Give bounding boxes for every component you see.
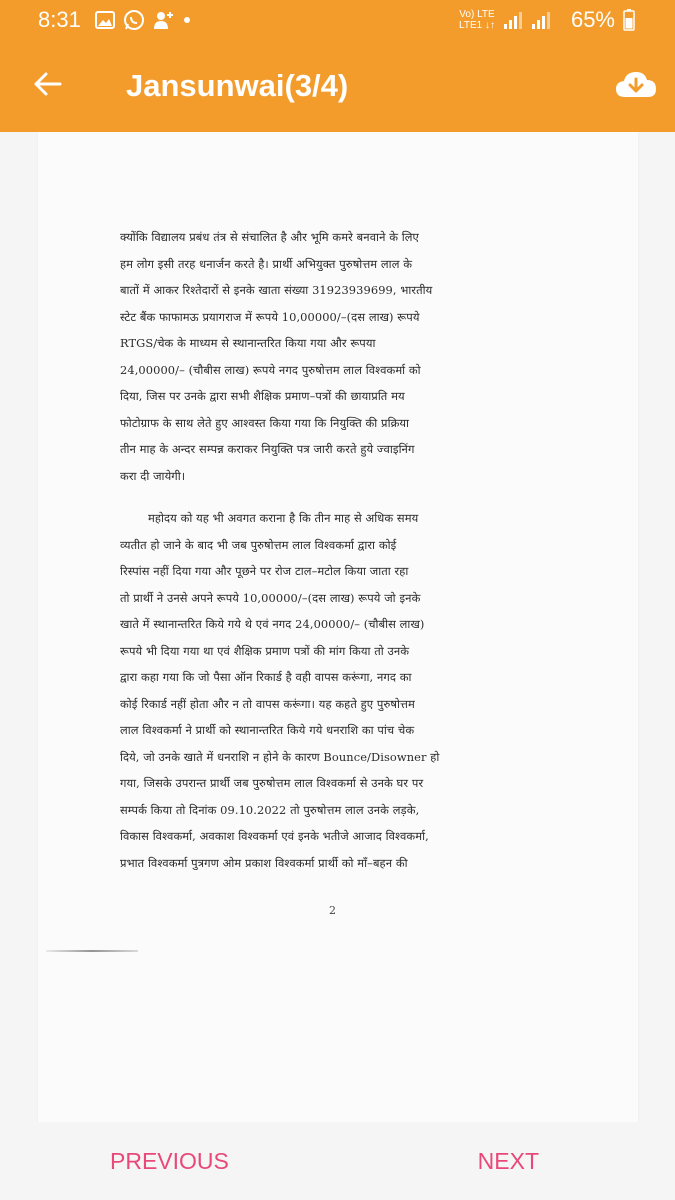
- previous-button[interactable]: PREVIOUS: [110, 1147, 229, 1174]
- whatsapp-icon: [123, 9, 145, 31]
- notification-dot-icon: [183, 16, 191, 24]
- app-title: Jansunwai(3/4): [126, 68, 349, 103]
- network-label: [459, 9, 495, 31]
- status-right: [459, 7, 675, 33]
- text-line: बातों में आकर रिश्तेदारों से इनके खाता संख्या 31923939699, भारतीय: [120, 283, 433, 297]
- paragraph-1: [120, 224, 578, 489]
- next-button[interactable]: NEXT: [477, 1147, 539, 1174]
- signal-icon: [503, 10, 523, 30]
- text-line: 24,00000/– (चौबीस लाख) रूपये नगद पुरुषोत्तम लाल विश्वकर्मा को: [120, 362, 421, 377]
- text-line: विकास विश्वकर्मा, अवकाश विश्वकर्मा एवं इनके भतीजे आजाद विश्वकर्मा,: [120, 829, 429, 843]
- status-bar: [0, 0, 675, 40]
- download-button[interactable]: [611, 61, 661, 111]
- document-page: [38, 132, 638, 1122]
- status-left: [0, 7, 199, 33]
- text-line: करा दी जायेगी।: [120, 468, 186, 483]
- page-number: 2: [329, 904, 336, 917]
- text-line: क्योंकि विद्यालय प्रबंध तंत्र से संचालित है और भूमि कमरे बनवाने के लिए: [120, 230, 419, 244]
- text-line: दिये, जो उनके खाते में धनराशि न होने के कारण Bounce/Disowner हो: [120, 749, 440, 764]
- document-text: [120, 224, 578, 876]
- signal-icon-2: [531, 10, 551, 30]
- text-line: तो प्रार्थी ने उनसे अपने रूपये 10,00000/–(दस लाख) रूपये जो इनके: [120, 590, 421, 605]
- text-line: स्टेट बैंक फाफामऊ प्रयागराज में रूपये 10,00000/–(दस लाख) रूपये: [120, 309, 420, 324]
- battery-percent: 65%: [570, 7, 615, 32]
- network-label-top: Vo) LTE: [459, 9, 495, 20]
- text-line: RTGS/चेक के माध्यम से स्थानान्तरित किया गया और रूपया: [120, 336, 376, 350]
- text-line: कोई रिकार्ड नहीं होता और न तो वापस करूंगा। यह कहते हुए पुरुषोत्तम: [120, 696, 415, 711]
- gallery-icon: [95, 11, 115, 29]
- text-line: लाल विश्वकर्मा ने प्रार्थी को स्थानान्तरित किये गये धनराशि का पांच चेक: [120, 723, 415, 737]
- text-line: खाते में स्थानान्तरित किये गये थे एवं नगद 24,00000/– (चौबीस लाख): [120, 617, 425, 631]
- paragraph-2: [120, 505, 578, 876]
- document-viewer[interactable]: [0, 132, 675, 1122]
- text-line: रिस्पांस नहीं दिया गया और पूछने पर रोज टाल–मटोल किया जाता रहा: [120, 564, 409, 578]
- text-line: प्रभात विश्वकर्मा पुत्रगण ओम प्रकाश विश्वकर्मा प्रार्थी को माँ–बहन की: [120, 855, 408, 870]
- text-line: गया, जिसके उपरान्त प्रार्थी जब पुरुषोत्तम लाल विश्वकर्मा से उनके घर पर: [120, 776, 424, 790]
- cloud-download-icon: [615, 69, 657, 103]
- bottom-navigation: [0, 1122, 675, 1200]
- text-line: रूपये भी दिया गया था एवं शैक्षिक प्रमाण पत्रों की मांग किया तो उनके: [120, 643, 410, 658]
- text-line: सम्पर्क किया तो दिनांक 09.10.2022 तो पुरुषोत्तम लाल उनके लड़के,: [120, 802, 420, 817]
- status-time: 8:31: [38, 7, 81, 32]
- back-button[interactable]: [18, 56, 78, 116]
- text-line: तीन माह के अन्दर सम्पन्न कराकर नियुक्ति पत्र जारी करते हुये ज्वाइनिंग: [120, 442, 415, 456]
- network-label-bottom: LTE1 ↓↑: [459, 20, 495, 31]
- text-line: द्वारा कहा गया कि जो पैसा ऑन रिकार्ड है वही वापस करूंगा, नगद का: [120, 670, 412, 684]
- app-bar: [0, 40, 675, 132]
- text-line: दिया, जिस पर उनके द्वारा सभी शैक्षिक प्रमाण–पत्रों की छायाप्रति मय: [120, 389, 405, 403]
- scan-artifact-line: [46, 950, 138, 952]
- arrow-left-icon: [34, 72, 62, 100]
- text-line: व्यतीत हो जाने के बाद भी जब पुरुषोत्तम लाल विश्वकर्मा द्वारा कोई: [120, 537, 397, 552]
- text-line: महोदय को यह भी अवगत कराना है कि तीन माह से अधिक समय: [148, 511, 419, 525]
- battery-icon: [623, 9, 635, 31]
- text-line: हम लोग इसी तरह धनार्जन करते है। प्रार्थी अभियुक्त पुरुषोत्तम लाल के: [120, 256, 413, 271]
- add-contact-icon: [153, 10, 175, 30]
- text-line: फोटोग्राफ के साथ लेते हुए आश्वस्त किया गया कि नियुक्ति की प्रक्रिया: [120, 415, 410, 430]
- paragraph-gap: [120, 489, 578, 505]
